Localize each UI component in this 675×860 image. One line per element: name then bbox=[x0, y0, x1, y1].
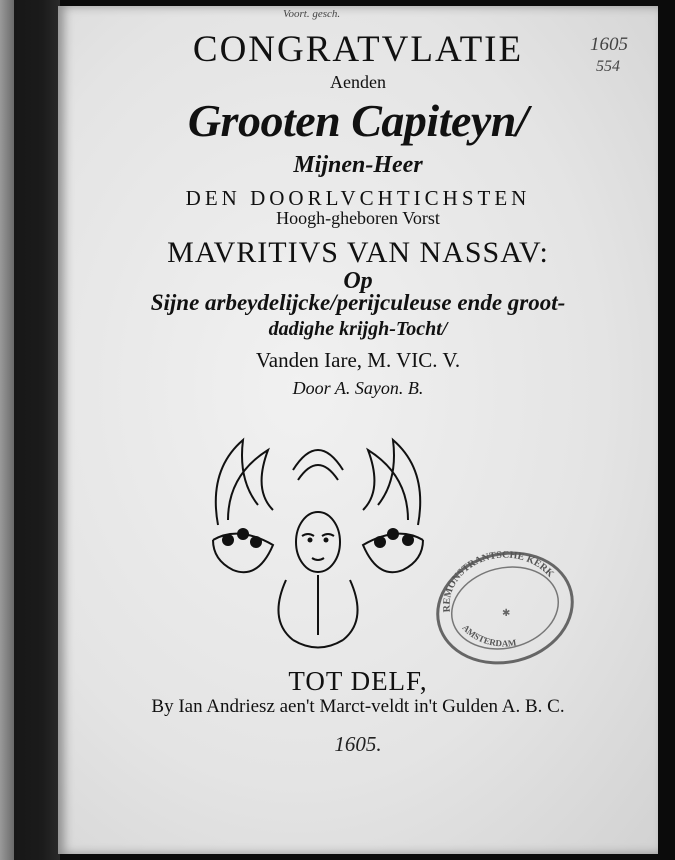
imprint-place: TOT DELF, bbox=[288, 666, 428, 696]
title-op: Op bbox=[343, 268, 373, 294]
title-mijnen-heer: Mijnen-Heer bbox=[293, 152, 423, 178]
library-stamp bbox=[432, 544, 578, 668]
stamp-text-bottom: AMSTERDAM bbox=[460, 622, 517, 649]
book-spine bbox=[0, 0, 60, 860]
printers-ornament bbox=[198, 430, 438, 650]
stamp-star-icon: ✱ bbox=[502, 608, 511, 619]
handwritten-margin-number: 554 bbox=[596, 58, 620, 75]
imprint-printer: By Ian Andriesz aen't Marct-veldt in't Gulden A. B. C. bbox=[151, 696, 565, 717]
title-mauritius: MAVRITIVS VAN NASSAV: bbox=[167, 236, 549, 269]
title-author: Door A. Sayon. B. bbox=[292, 378, 424, 398]
title-congratulatie: CONGRATVLATIE bbox=[192, 29, 524, 70]
title-dadighe-krijgh-tocht: dadighe krijgh-Tocht/ bbox=[268, 318, 448, 340]
title-sijne-arbeydelijcke: Sijne arbeydelijcke/perijculeuse ende groot- bbox=[150, 290, 566, 315]
spine-edge bbox=[0, 0, 14, 860]
handwritten-date: 1605. bbox=[334, 732, 382, 756]
title-vanden-iare: Vanden Iare, M. VIC. V. bbox=[255, 348, 461, 372]
handwritten-top-note: Voort. gesch. bbox=[283, 8, 341, 20]
title-page bbox=[58, 6, 658, 854]
title-grooten-capiteyn: Grooten Capiteyn/ bbox=[187, 95, 529, 146]
title-aenden: Aenden bbox=[330, 72, 386, 92]
handwritten-margin-year: 1605 bbox=[590, 34, 628, 55]
stamp-text-top: REMONSTRANTSCHE KERK bbox=[441, 549, 556, 613]
title-hoogh-gheboren: Hoogh-gheboren Vorst bbox=[276, 208, 440, 228]
title-doorluchtichsten: DEN DOORLVCHTICHSTEN bbox=[185, 186, 531, 210]
